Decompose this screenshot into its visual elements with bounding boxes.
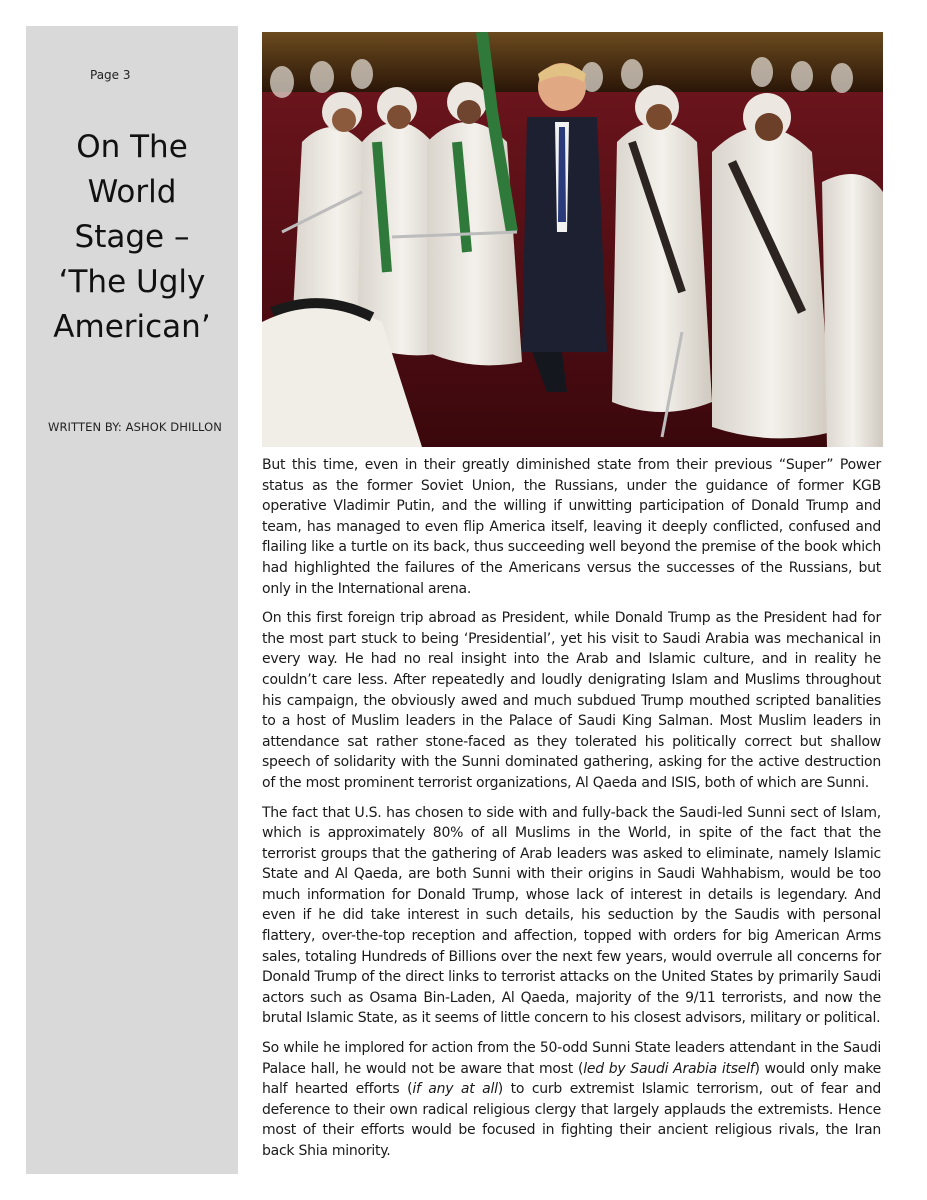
paragraph-4-text-a: So while he implored for action from the 50-odd Sunni State leaders attendant in the Saudi Palace hall, he would not be aware that most ( — [262, 1040, 881, 1077]
title-line-2: World — [87, 174, 177, 210]
article-paragraph-2: On this first foreign trip abroad as President, while Donald Trump as the President had for the most part stuck to being ‘Presidential’, yet his visit to Saudi Arabia was mechanical in every way. He had no real insight into the Arab and Islamic culture, and in reality he couldn’t care less. After repeatedly and loudly denigrating Islam and Muslims throughout his campaign, the obviously awed and much subdued Trump mouthed scripted banalities to a host of Muslim leaders in the Palace of Saudi King Salman. Most Muslim leaders in attendance sat rather stone-faced as they tolerated his politically correct but shallow speech of solidarity with the Sunni dominated gathering, asking for the active destruction of the most prominent terrorist organizations, Al Qaeda and ISIS, both of which are Sunni. — [262, 610, 881, 791]
title-line-4: ‘The Ugly — [58, 264, 206, 300]
article-title — [30, 125, 234, 350]
article-photo — [262, 32, 883, 447]
article-paragraph-3: The fact that U.S. has chosen to side with and fully-back the Saudi-led Sunni sect of Islam, which is approximately 80% of all Muslims in the World, in spite of the fact that the terrorist groups that the gathering of Arab leaders was asked to eliminate, namely Islamic State and Al Qaeda, are both Sunni with their origins in Saudi Wahhabism, would be too much information for Donald Trump, whose lack of interest in details is legendary. And even if he did take interest in such details, his seduction by the Saudis with personal flattery, over-the-top reception and affection, topped with orders for big American Arms sales, totaling Hundreds of Billions over the next few years, would overrule all concerns for Donald Trump of the direct links to terrorist attacks on the United States by primarily Saudi actors such as Osama Bin-Laden, Al Qaeda, majority of the 9/11 terrorists, and now the brutal Islamic State, as it seems of little concern to his closest advisors, military or political. — [262, 804, 881, 1027]
paragraph-4-emphasis-2: if any at all — [412, 1081, 498, 1098]
paragraph-4-text-c: ) to curb extremist Islamic terrorism, out of fear and deference to their own radical religious clergy that largely applauds the extremists. Hence most of their efforts would be focused in fighting their ancient religious rivals, the Iran back Shia minority. — [262, 1081, 882, 1159]
article-body — [262, 455, 881, 1171]
article-paragraph-4 — [262, 1038, 881, 1162]
title-line-3: Stage – — [74, 219, 190, 255]
photo-image-icon — [262, 32, 883, 447]
title-line-1: On The — [76, 129, 188, 165]
paragraph-4-emphasis-1: led by Saudi Arabia itself — [583, 1060, 755, 1077]
title-line-5: American’ — [53, 309, 211, 345]
author-byline: WRITTEN BY: ASHOK DHILLON — [48, 420, 222, 434]
article-paragraph-1: But this time, even in their greatly diminished state from their previous “Super” Power status as the former Soviet Union, the Russians, under the guidance of former KGB operative Vladimir Putin, and the willing if unwitting participation of Donald Trump and team, has managed to even flip America itself, leaving it deeply conflicted, confused and flailing like a turtle on its back, thus succeeding well beyond the premise of the book which had highlighted the failures of the Americans versus the successes of the Russians, but only in the International arena. — [262, 457, 881, 597]
paragraph-4-text-b: ) would only make half hearted efforts ( — [262, 1060, 881, 1098]
page-number: Page 3 — [90, 68, 131, 82]
